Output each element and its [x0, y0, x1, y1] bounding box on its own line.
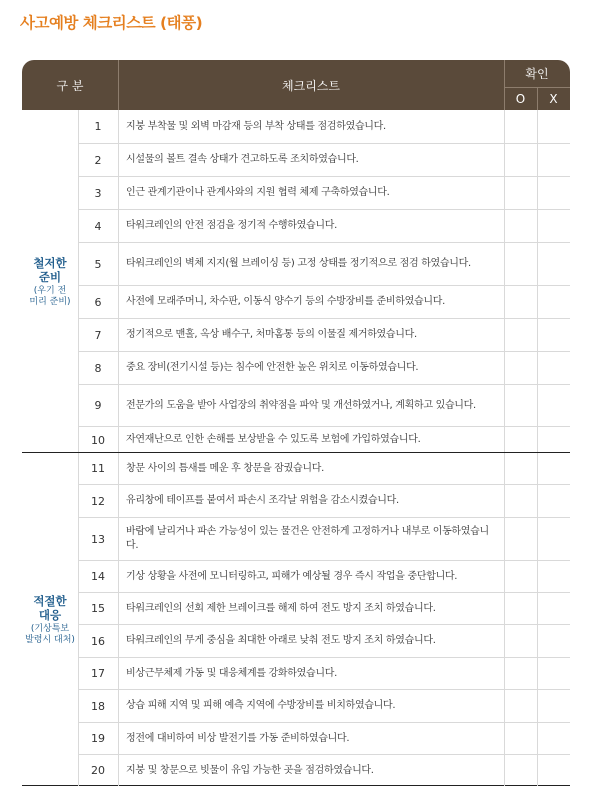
- page-title: 사고예방 체크리스트 (태풍): [20, 14, 203, 32]
- check-o-box[interactable]: [504, 210, 537, 242]
- check-x-box[interactable]: [537, 385, 570, 426]
- row-text: 지붕 및 창문으로 빗물이 유입 가능한 곳을 점검하였습니다.: [126, 764, 374, 776]
- category-subtitle: (기상특보: [30, 623, 70, 634]
- row-number: 3: [94, 186, 102, 200]
- table-row: [78, 658, 570, 690]
- table-row: [78, 110, 570, 144]
- row-text: 비상근무체제 가동 및 대응체계를 강화하였습니다.: [126, 667, 337, 679]
- table-row: [78, 177, 570, 210]
- check-o-box[interactable]: [504, 144, 537, 176]
- row-number: 19: [91, 732, 105, 745]
- category-title: 적절한: [33, 593, 67, 608]
- check-x-box[interactable]: [537, 625, 570, 657]
- check-x-box[interactable]: [537, 427, 570, 453]
- check-x-box[interactable]: [537, 485, 570, 517]
- checklist-table: [22, 110, 570, 786]
- check-x-box[interactable]: [537, 243, 570, 285]
- row-text: 정기적으로 맨홀, 옥상 배수구, 처마홈통 등의 이물질 제거하였습니다.: [126, 329, 417, 340]
- header-confirm: 확인: [525, 67, 549, 81]
- check-x-box[interactable]: [537, 110, 570, 143]
- check-x-box[interactable]: [537, 319, 570, 351]
- row-number: 5: [94, 257, 102, 271]
- row-number: 18: [91, 699, 105, 713]
- row-text: 타워크레인의 선회 제한 브레이크를 해제 하여 전도 방지 조치 하였습니다.: [126, 602, 436, 614]
- row-text: 중요 장비(전기시설 등)는 침수에 안전한 높은 위치로 이동하였습니다.: [126, 362, 419, 373]
- category-subtitle: 발령시 대처): [25, 634, 75, 645]
- table-row: [78, 453, 570, 485]
- check-o-box[interactable]: [504, 593, 537, 624]
- check-o-box[interactable]: [504, 286, 537, 318]
- category-preparation: [22, 110, 78, 453]
- row-number: 20: [91, 764, 105, 777]
- check-o-box[interactable]: [504, 453, 537, 484]
- row-number: 17: [91, 667, 105, 680]
- header-o: O: [515, 91, 526, 106]
- check-o-box[interactable]: [504, 110, 537, 143]
- header-divider: [504, 87, 570, 88]
- check-x-box[interactable]: [537, 177, 570, 209]
- row-text: 타워크레인의 무게 중심을 최대한 아래로 낮춰 전도 방지 조치 하였습니다.: [126, 635, 436, 646]
- table-row: [78, 352, 570, 385]
- table-header: [22, 60, 570, 110]
- table-row: [78, 210, 570, 243]
- row-number: 12: [91, 494, 105, 508]
- table-row: [78, 243, 570, 286]
- check-x-box[interactable]: [537, 352, 570, 384]
- row-text: 바람에 날리거나 파손 가능성이 있는 물건은 안전하게 고정하거나 내부로 이동하였습니다.: [126, 526, 489, 551]
- check-o-box[interactable]: [504, 755, 537, 786]
- category-response: [22, 453, 78, 786]
- row-text: 유리창에 테이프를 붙여서 파손시 조각날 위험을 감소시켰습니다.: [126, 495, 399, 506]
- header-divider: [504, 60, 505, 110]
- check-o-box[interactable]: [504, 625, 537, 657]
- row-number: 15: [91, 602, 105, 615]
- category-title: 철저한: [33, 255, 67, 270]
- check-x-box[interactable]: [537, 210, 570, 242]
- check-x-box[interactable]: [537, 518, 570, 560]
- table-row: [78, 286, 570, 319]
- row-number: 2: [94, 153, 102, 167]
- check-x-box[interactable]: [537, 593, 570, 624]
- check-o-box[interactable]: [504, 485, 537, 517]
- row-number: 16: [91, 634, 105, 648]
- header-category: 구 분: [56, 78, 84, 93]
- row-number: 9: [94, 399, 102, 412]
- category-title: 대응: [38, 607, 62, 622]
- check-o-box[interactable]: [504, 243, 537, 285]
- table-row: [78, 144, 570, 177]
- header-divider: [118, 60, 119, 110]
- row-text: 정전에 대비하여 비상 발전기를 가동 준비하였습니다.: [126, 732, 350, 744]
- header-divider: [537, 87, 538, 110]
- row-text: 창문 사이의 틈새를 메운 후 창문을 잠궜습니다.: [126, 462, 324, 474]
- row-number: 1: [94, 120, 102, 133]
- check-o-box[interactable]: [504, 177, 537, 209]
- table-row: [78, 319, 570, 352]
- row-number: 10: [91, 433, 105, 447]
- row-text: 상습 피해 지역 및 피해 예측 지역에 수방장비를 비치하였습니다.: [126, 700, 396, 711]
- table-row: [78, 561, 570, 593]
- check-o-box[interactable]: [504, 518, 537, 560]
- check-x-box[interactable]: [537, 723, 570, 754]
- category-subtitle: (우기 전: [33, 285, 67, 296]
- check-o-box[interactable]: [504, 352, 537, 384]
- table-row: [78, 518, 570, 561]
- row-number: 13: [91, 532, 105, 546]
- table-row: [78, 385, 570, 427]
- table-row: [78, 755, 570, 786]
- category-title: 준비: [38, 269, 62, 284]
- table-row: [78, 723, 570, 755]
- check-x-box[interactable]: [537, 755, 570, 786]
- row-text: 지붕 부착물 및 외벽 마감재 등의 부착 상태를 점검하였습니다.: [126, 120, 386, 132]
- check-o-box[interactable]: [504, 690, 537, 722]
- check-x-box[interactable]: [537, 144, 570, 176]
- row-number: 4: [94, 219, 102, 233]
- check-x-box[interactable]: [537, 561, 570, 592]
- row-number: 11: [91, 462, 105, 475]
- row-text: 기상 상황을 사전에 모니터링하고, 피해가 예상될 경우 즉시 작업을 중단합니다.: [126, 570, 458, 582]
- row-number: 6: [94, 295, 102, 309]
- table-row: [78, 625, 570, 658]
- row-text: 타워크레인의 벽체 지지(월 브레이싱 등) 고정 상태를 정기적으로 점검 하였습니다.: [126, 258, 471, 269]
- category-subtitle: 미리 준비): [29, 296, 71, 307]
- header-x: X: [549, 91, 558, 106]
- check-x-box[interactable]: [537, 658, 570, 689]
- table-row: [78, 427, 570, 453]
- row-text: 시설물의 볼트 결속 상태가 견고하도록 조치하였습니다.: [126, 154, 359, 165]
- row-text: 타워크레인의 안전 점검을 정기적 수행하였습니다.: [126, 220, 337, 231]
- row-number: 7: [94, 328, 102, 342]
- row-number: 14: [91, 570, 105, 583]
- row-text: 인근 관계기관이나 관계사와의 지원 협력 체제 구축하였습니다.: [126, 187, 390, 198]
- table-row: [78, 593, 570, 625]
- check-x-box[interactable]: [537, 286, 570, 318]
- table-row: [78, 485, 570, 518]
- check-x-box[interactable]: [537, 453, 570, 484]
- check-o-box[interactable]: [504, 723, 537, 754]
- row-number: 8: [94, 361, 102, 375]
- check-x-box[interactable]: [537, 690, 570, 722]
- check-o-box[interactable]: [504, 561, 537, 592]
- row-text: 사전에 모래주머니, 차수판, 이동식 양수기 등의 수방장비를 준비하였습니다.: [126, 296, 445, 307]
- check-o-box[interactable]: [504, 658, 537, 689]
- row-text: 전문가의 도움을 받아 사업장의 취약점을 파악 및 개선하였거나, 계획하고 있습니다.: [126, 399, 476, 411]
- table-row: [78, 690, 570, 723]
- row-text: 자연재난으로 인한 손해를 보상받을 수 있도록 보험에 가입하였습니다.: [126, 434, 421, 445]
- check-o-box[interactable]: [504, 385, 537, 426]
- check-o-box[interactable]: [504, 427, 537, 453]
- check-o-box[interactable]: [504, 319, 537, 351]
- header-checklist: 체크리스트: [282, 78, 340, 93]
